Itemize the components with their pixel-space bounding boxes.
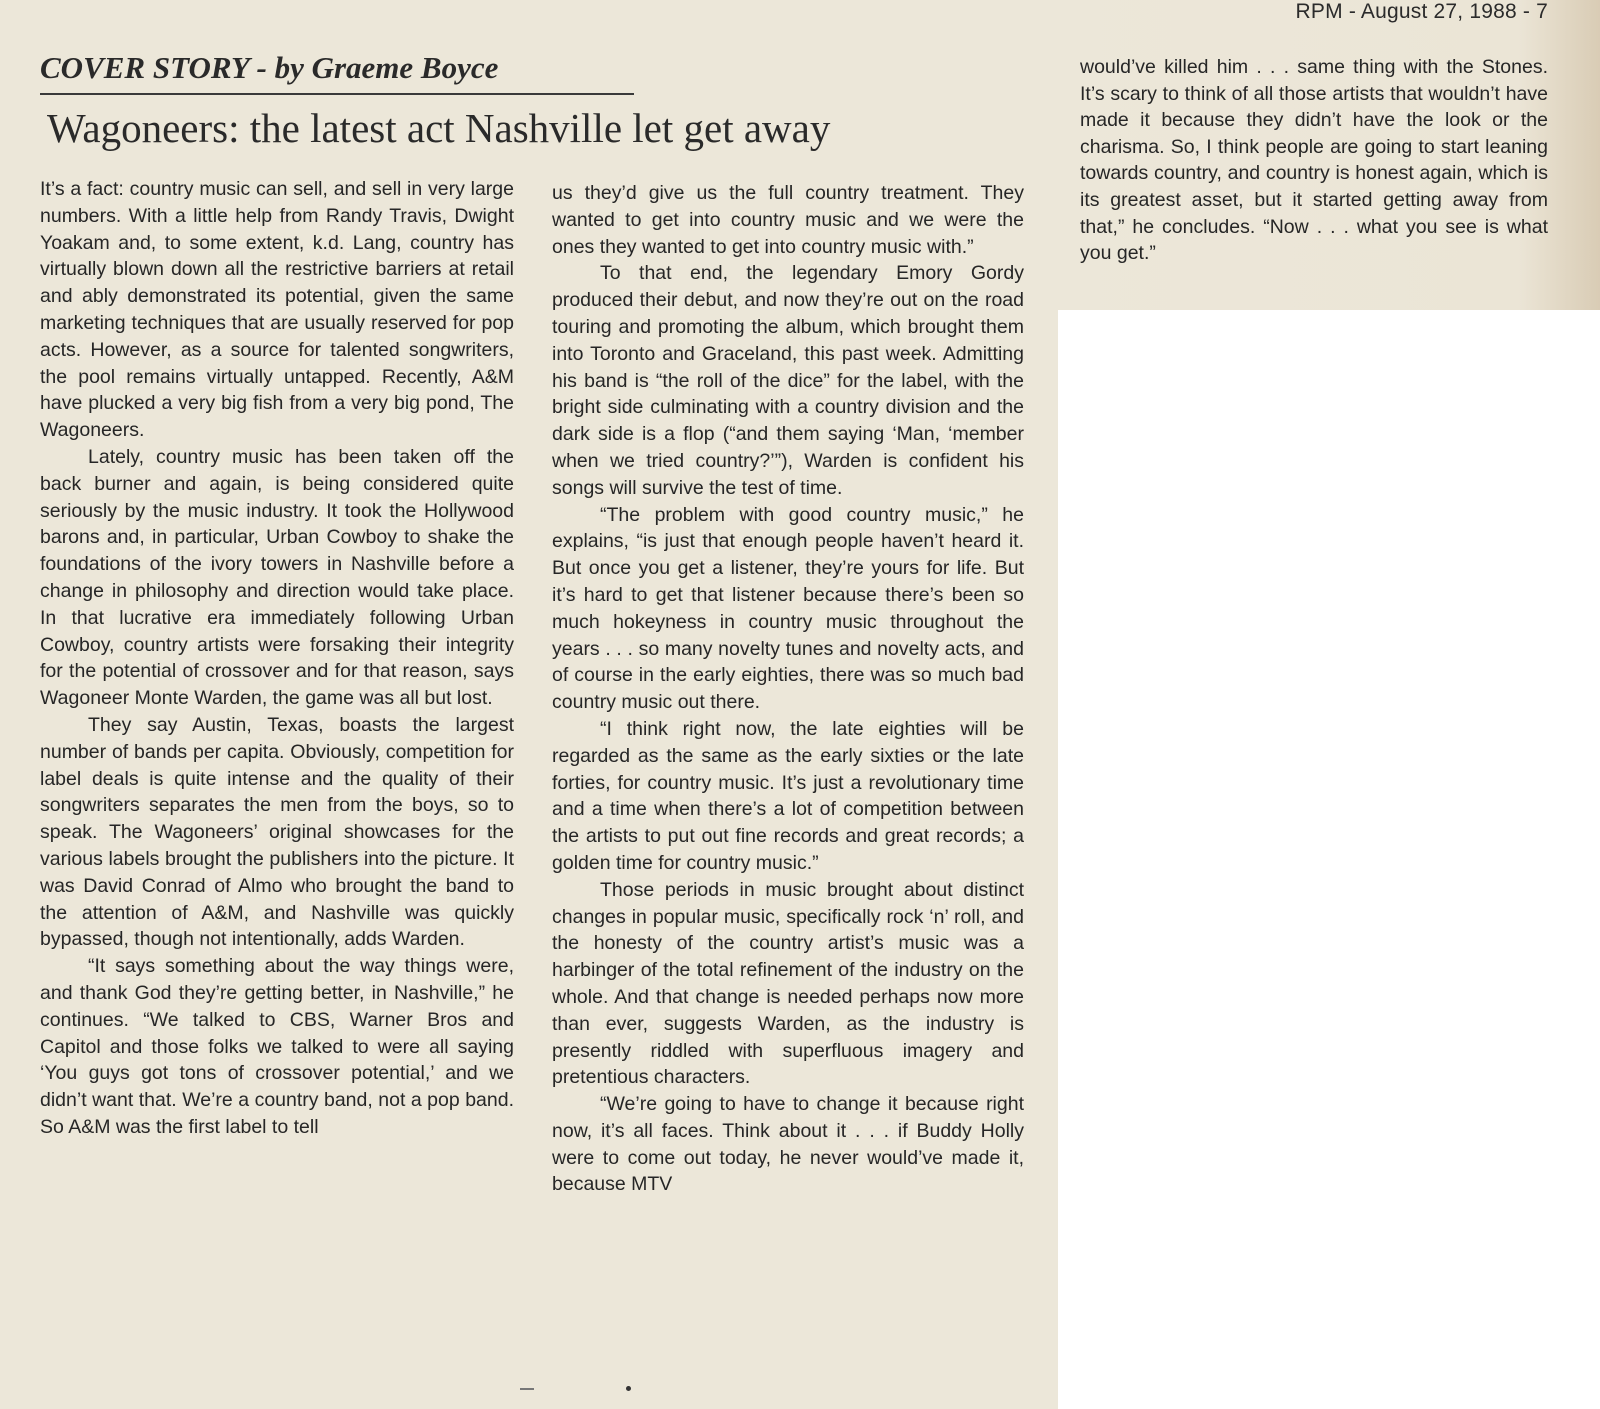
paragraph: To that end, the legendary Emory Gordy produced their debut, and now they’re out on the road touring and promoting the album, which brought them into Toronto and Graceland, this past week. Admitting his band is “the roll of the dice” for the label, with the bright side culminating with a country division and the dark side is a flop (“and them saying ‘Man, ‘member when we tried country?’”), Warden is confident his songs will survive the test of time.: [552, 262, 1024, 499]
paragraph: “We’re going to have to change it because right now, it’s all faces. Think about it . . . if Buddy Holly were to come out today, he never would’ve made it, because MTV: [552, 1093, 1024, 1196]
paragraph: would’ve killed him . . . same thing with the Stones. It’s scary to think of all those artists that wouldn’t have made it because they didn’t have the look or the charisma. So, I think people are going to start leaning towards country, and country is honest again, which is its greatest asset, but it started getting away from that,” he concludes. “Now . . . what you see is what you get.”: [1080, 56, 1548, 265]
article-headline: Wagoneers: the latest act Nashville let get away: [47, 105, 831, 151]
article-column-1: [40, 176, 514, 1141]
paragraph: They say Austin, Texas, boasts the largest number of bands per capita. Obviously, competition for label deals is quite intense and the quality of their songwriters separates the men from the boys, so to speak. The Wagoneers’ original showcases for the various labels brought the publishers into the picture. It was David Conrad of Almo who brought the band to the attention of A&M, and Nashville was quickly bypassed, though not intentionally, adds Warden.: [40, 713, 514, 951]
paragraph: “It says something about the way things were, and thank God they’re getting better, in Nashville,” he continues. “We talked to CBS, Warner Bros and Capitol and those folks we talked to were all saying ‘You guys got tons of crossover potential,’ and we didn’t want that. We’re a country band, not a pop band. So A&M was the first label to tell: [40, 955, 514, 1138]
page-header: RPM - August 27, 1988 - 7: [1295, 0, 1548, 23]
print-mark-dash: [520, 1388, 534, 1390]
paragraph: “I think right now, the late eighties will be regarded as the same as the early sixties or the late forties, for country music. It’s just a revolutionary time and a time when there’s a lot of competition between the artists to put out fine records and great records; a golden time for country music.”: [552, 717, 1024, 874]
article-column-3: [1080, 54, 1548, 267]
paragraph: Those periods in music brought about distinct changes in popular music, specifically rock ‘n’ roll, and the honesty of the country artist’s music was a harbinger of the total refinement of the industry on the whole. And that change is needed perhaps now more than ever, suggests Warden, as the industry is presently riddled with superfluous imagery and pretentious characters.: [552, 878, 1024, 1089]
paragraph: It’s a fact: country music can sell, and sell in very large numbers. With a little help from Randy Travis, Dwight Yoakam and, to some extent, k.d. Lang, country has virtually blown down all the restrictive barriers at retail and ably demonstrated its potential, given the same marketing techniques that are usually reserved for pop acts. However, as a source for talented songwriters, the pool remains virtually untapped. Recently, A&M have plucked a very big fish from a very big pond, The Wagoneers.: [40, 178, 514, 442]
paragraph: “The problem with good country music,” he explains, “is just that enough people haven’t heard it. But once you get a listener, they’re yours for life. But it’s hard to get that listener because there’s been so much hokeyness in country music throughout the years . . . so many novelty tunes and novelty acts, and of course in the early eighties, there was so much bad country music out there.: [552, 503, 1024, 714]
section-byline: COVER STORY - by Graeme Boyce: [40, 50, 499, 85]
paragraph: us they’d give us the full country treatment. They wanted to get into country music and we were the ones they wanted to get into country music with.”: [552, 182, 1024, 258]
article-column-2: [552, 180, 1024, 1198]
paragraph: Lately, country music has been taken off the back burner and again, is being considered quite seriously by the music industry. It took the Hollywood barons and, in particular, Urban Cowboy to shake the foundations of the ivory towers in Nashville before a change in philosophy and direction would take place. In that lucrative era immediately following Urban Cowboy, country artists were forsaking their integrity for the potential of crossover and for that reason, says Wagoneer Monte Warden, the game was all but lost.: [40, 445, 514, 710]
print-mark-dot: [626, 1386, 631, 1391]
byline-underline: [40, 93, 634, 95]
